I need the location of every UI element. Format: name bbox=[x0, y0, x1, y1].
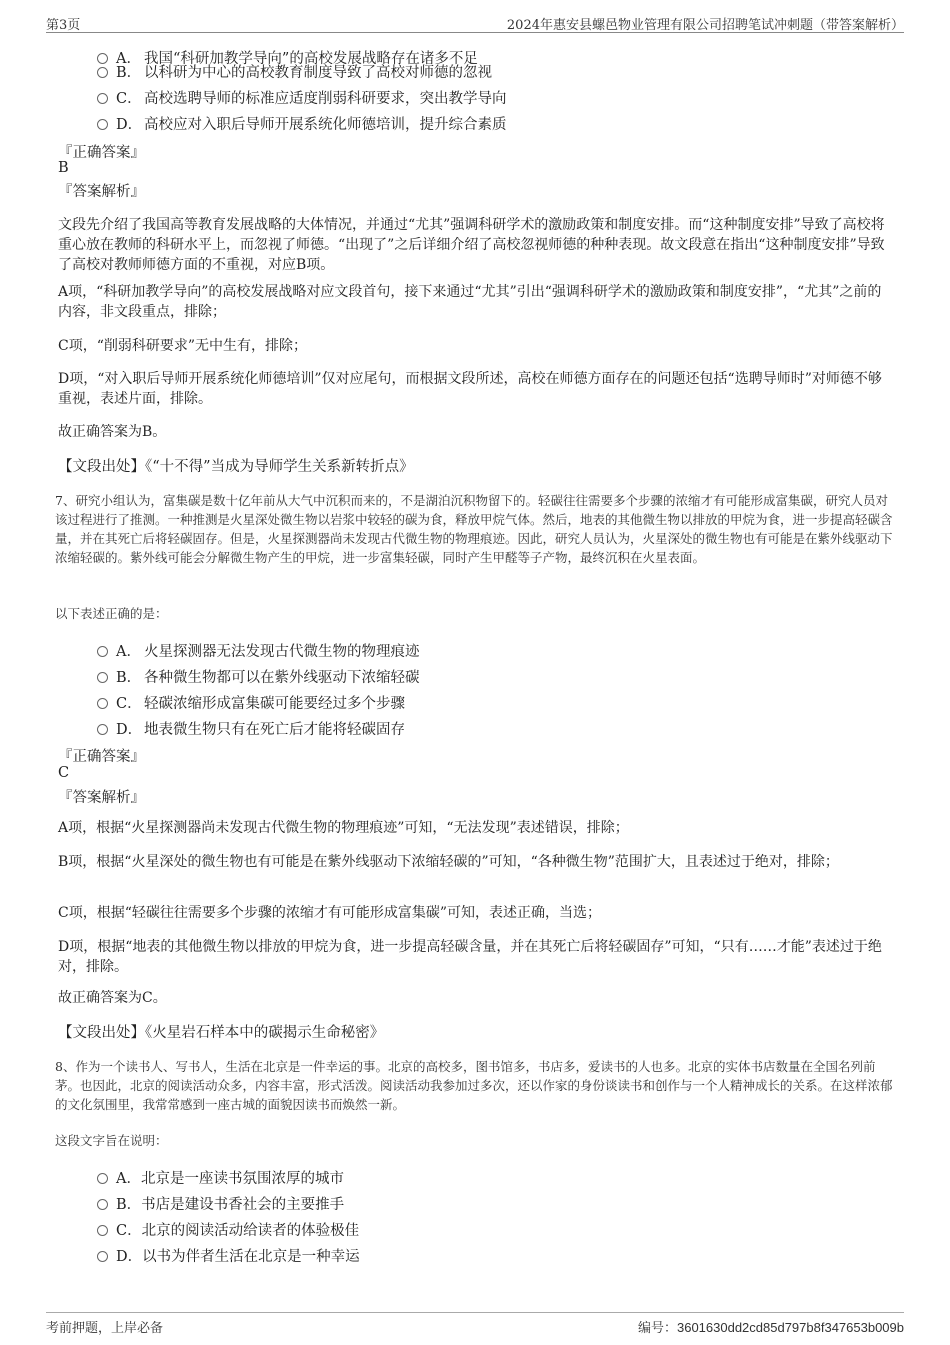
radio-icon[interactable] bbox=[97, 1225, 108, 1236]
q7-analysis-para: C项，根据“轻碳往往需要多个步骤的浓缩才有可能形成富集碳”可知，表述正确，当选； bbox=[58, 905, 602, 921]
q7-analysis-conclusion: 故正确答案为C。 bbox=[58, 990, 167, 1006]
option-key: B． bbox=[116, 1197, 142, 1213]
q7-analysis-label: 『答案解析』 bbox=[58, 790, 145, 806]
q6-option-c[interactable] bbox=[97, 87, 507, 108]
q8-option-a[interactable] bbox=[97, 1167, 344, 1188]
q7-answer: C bbox=[58, 765, 70, 781]
option-key: A． bbox=[116, 644, 141, 660]
q8-option-d[interactable] bbox=[97, 1245, 360, 1266]
page-header bbox=[46, 14, 904, 33]
page-number: 第3页 bbox=[46, 18, 81, 33]
option-text: 我国“科研加教学导向”的高校发展战略存在诸多不足 bbox=[144, 51, 478, 67]
q6-analysis-conclusion: 故正确答案为B。 bbox=[58, 424, 167, 440]
option-key: C． bbox=[116, 91, 142, 107]
document-title: 2024年惠安县螺邑物业管理有限公司招聘笔试冲刺题（带答案解析） bbox=[506, 18, 904, 33]
option-key: A． bbox=[116, 51, 141, 67]
radio-icon[interactable] bbox=[97, 93, 108, 104]
q6-analysis-para: C项，“削弱科研要求”无中生有，排除； bbox=[58, 338, 308, 354]
q8-stem: 8、作为一个读书人、写书人，生活在北京是一件幸运的事。北京的高校多，图书馆多，书店多，爱读书的人也多。北京的实体书店数量在全国名列前茅。也因此，北京的阅读活动众多，内容丰富，形式活泼。阅读活动我参加过多次，还以作家的身份谈读书和创作与一个人精神成长的关系。在这样浓郁的文化氛围里，我常常感到一座古城的面貌因读书而焕然一新。 bbox=[55, 1059, 893, 1112]
q6-answer: B bbox=[58, 160, 69, 176]
radio-icon[interactable] bbox=[97, 67, 108, 78]
radio-icon[interactable] bbox=[97, 1173, 108, 1184]
q7-prompt: 以下表述正确的是： bbox=[55, 606, 168, 621]
option-key: D． bbox=[116, 722, 143, 738]
option-key: C． bbox=[116, 1223, 142, 1239]
radio-icon[interactable] bbox=[97, 1251, 108, 1262]
q7-source: 【文段出处】《火星岩石样本中的碳揭示生命秘密》 bbox=[58, 1025, 385, 1041]
q7-analysis-para: D项，根据“地表的其他微生物以排放的甲烷为食，进一步提高轻碳含量，并在其死亡后将轻碳固存”可知，“只有……才能”表述过于绝对，排除。 bbox=[58, 939, 882, 975]
q7-option-b[interactable] bbox=[97, 666, 420, 687]
option-key: C． bbox=[116, 696, 142, 712]
radio-icon[interactable] bbox=[97, 724, 108, 735]
option-key: B． bbox=[116, 65, 142, 81]
q7-analysis-para: B项，根据“火星深处的微生物也有可能是在紫外线驱动下浓缩轻碳的”可知，“各种微生物”范围扩大，且表述过于绝对，排除； bbox=[58, 854, 839, 870]
q8-prompt: 这段文字旨在说明： bbox=[55, 1133, 168, 1148]
option-text: 地表微生物只有在死亡后才能将轻碳固存 bbox=[144, 722, 405, 738]
q6-analysis-para: 文段先介绍了我国高等教育发展战略的大体情况，并通过“尤其”强调科研学术的激励政策和制度安排。而“这种制度安排”导致了高校将重心放在教师的科研水平上，而忽视了师德。“出现了”之后详细介绍了高校忽视师德的种种表现。故文段意在指出“这种制度安排”导致了高校对教师师德方面的不重视，对应B项。 bbox=[58, 217, 885, 273]
q6-option-b[interactable] bbox=[97, 61, 492, 82]
option-key: D． bbox=[116, 1249, 143, 1265]
q6-analysis-label: 『答案解析』 bbox=[58, 184, 145, 200]
option-text: 北京的阅读活动给读者的体验极佳 bbox=[141, 1223, 360, 1239]
option-key: D． bbox=[116, 117, 143, 133]
q8-option-c[interactable] bbox=[97, 1219, 359, 1240]
radio-icon[interactable] bbox=[97, 646, 108, 657]
option-text: 高校应对入职后导师开展系统化师德培训，提升综合素质 bbox=[144, 117, 507, 133]
q6-analysis-para: D项，“对入职后导师开展系统化师德培训”仅对应尾句，而根据文段所述，高校在师德方面存在的问题还包括“选聘导师时”对师德不够重视，表述片面，排除。 bbox=[58, 371, 882, 407]
q8-option-b[interactable] bbox=[97, 1193, 344, 1214]
footer-slogan: 考前押题，上岸必备 bbox=[46, 1321, 164, 1336]
q7-stem: 7、研究小组认为，富集碳是数十亿年前从大气中沉积而来的，不是湖泊沉积物留下的。轻碳往往需要多个步骤的浓缩才有可能形成富集碳，研究人员对该过程进行了推测。一种推测是火星深处微生物以岩浆中较轻的碳为食，释放甲烷气体。然后，地表的其他微生物以排放的甲烷为食，进一步提高轻碳含量，并在其死亡后将轻碳固存。但是，火星探测器尚未发现古代微生物的物理痕迹。因此，研究人员认为，火星深处的微生物也有可能是在紫外线驱动下浓缩轻碳的。紫外线可能会分解微生物产生的甲烷，进一步富集轻碳，同时产生甲醛等子产物，最终沉积在火星表面。 bbox=[55, 493, 893, 565]
option-key: A． bbox=[116, 1171, 141, 1187]
q7-option-c[interactable] bbox=[97, 692, 405, 713]
radio-icon[interactable] bbox=[97, 1199, 108, 1210]
q7-answer-label: 『正确答案』 bbox=[58, 749, 145, 765]
option-text: 高校选聘导师的标准应适度削弱科研要求，突出教学导向 bbox=[144, 91, 507, 107]
document-code bbox=[638, 1317, 904, 1336]
option-text: 各种微生物都可以在紫外线驱动下浓缩轻碳 bbox=[144, 670, 420, 686]
q7-option-a[interactable] bbox=[97, 640, 420, 661]
radio-icon[interactable] bbox=[97, 119, 108, 130]
code-value: 3601630dd2cd85d797b8f347653b009b bbox=[676, 1320, 904, 1335]
option-text: 北京是一座读书氛围浓厚的城市 bbox=[140, 1171, 344, 1187]
q6-answer-label: 『正确答案』 bbox=[58, 145, 145, 161]
option-key: B． bbox=[116, 670, 142, 686]
option-text: 以书为伴者生活在北京是一种幸运 bbox=[142, 1249, 360, 1265]
q7-option-d[interactable] bbox=[97, 718, 405, 739]
option-text: 以科研为中心的高校教育制度导致了高校对师德的忽视 bbox=[144, 65, 492, 81]
option-text: 火星探测器无法发现古代微生物的物理痕迹 bbox=[144, 644, 420, 660]
radio-icon[interactable] bbox=[97, 698, 108, 709]
q6-analysis-para: A项，“科研加教学导向”的高校发展战略对应文段首句，接下来通过“尤其”引出“强调科研学术的激励政策和制度安排”，“尤其”之前的内容，非文段重点，排除； bbox=[58, 284, 882, 320]
q6-option-d[interactable] bbox=[97, 113, 507, 134]
option-text: 书店是建设书香社会的主要推手 bbox=[141, 1197, 345, 1213]
code-label: 编号： bbox=[637, 1320, 677, 1335]
page-footer bbox=[46, 1312, 904, 1337]
q7-analysis-para: A项，根据“火星探测器尚未发现古代微生物的物理痕迹”可知，“无法发现”表述错误，排除； bbox=[58, 820, 629, 836]
option-text: 轻碳浓缩形成富集碳可能要经过多个步骤 bbox=[144, 696, 405, 712]
q6-source: 【文段出处】《“十不得”当成为导师学生关系新转折点》 bbox=[58, 459, 414, 475]
radio-icon[interactable] bbox=[97, 672, 108, 683]
